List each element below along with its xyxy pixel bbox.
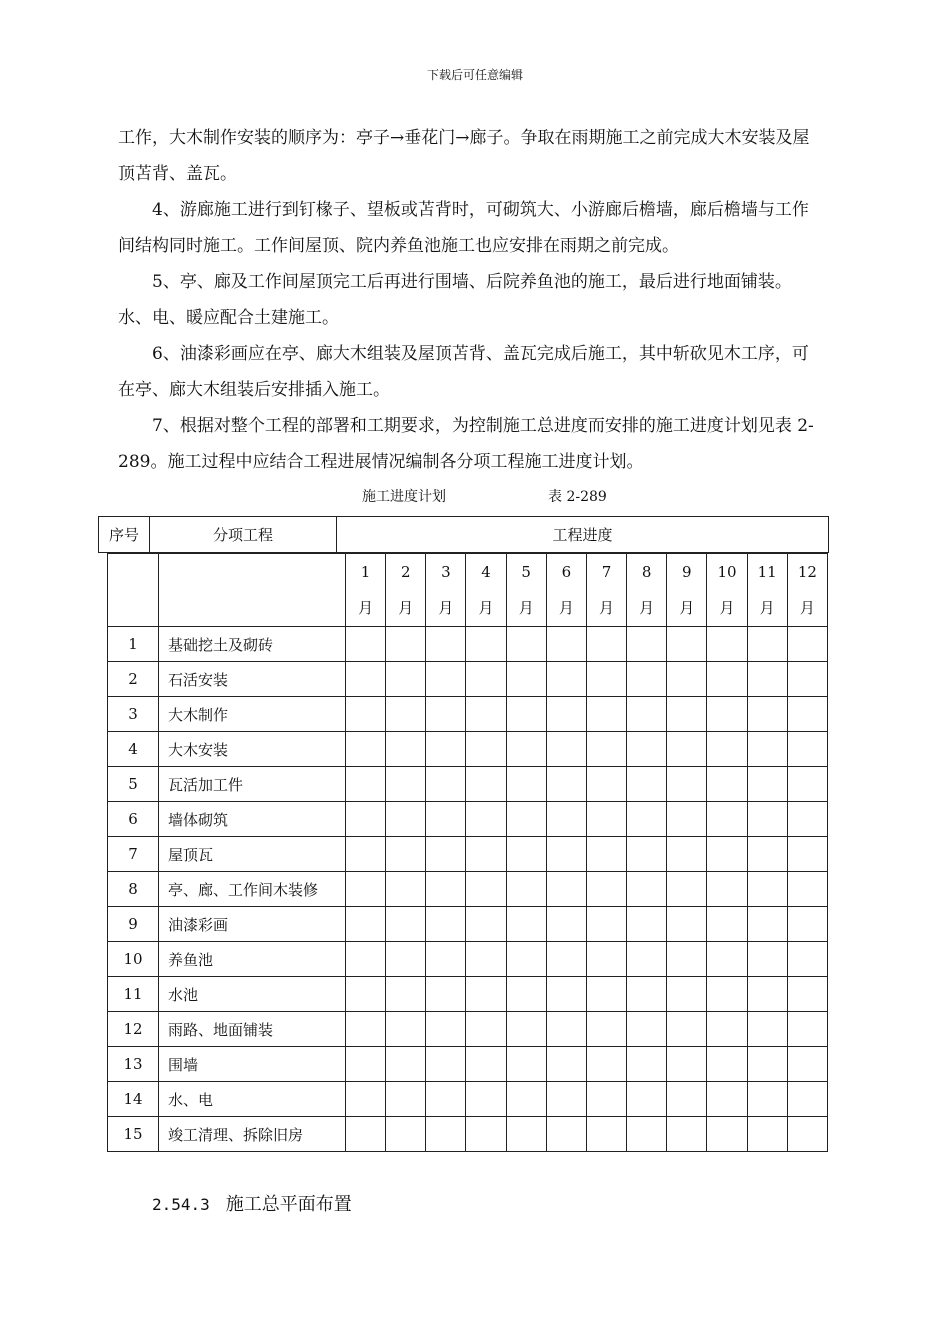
header-seq: 序号	[99, 517, 150, 553]
progress-cell	[506, 1082, 546, 1117]
progress-cell	[466, 767, 506, 802]
progress-cell	[466, 907, 506, 942]
progress-cell	[466, 1012, 506, 1047]
progress-cell	[506, 837, 546, 872]
month-unit: 月	[679, 599, 695, 617]
progress-cell	[586, 907, 626, 942]
progress-cell	[747, 1047, 787, 1082]
progress-cell	[466, 1117, 506, 1152]
progress-cell	[586, 627, 626, 662]
progress-cell	[586, 837, 626, 872]
progress-cell	[506, 662, 546, 697]
progress-cell	[787, 697, 827, 732]
progress-cell	[707, 802, 747, 837]
progress-cell	[546, 837, 586, 872]
month-unit: 月	[358, 599, 374, 617]
schedule-table	[107, 553, 828, 1152]
month-unit: 月	[799, 599, 815, 617]
progress-cell	[466, 837, 506, 872]
progress-cell	[546, 1047, 586, 1082]
progress-cell	[386, 942, 426, 977]
blank-seq-cell	[108, 554, 159, 627]
progress-cell	[627, 1047, 667, 1082]
progress-cell	[386, 907, 426, 942]
progress-cell	[426, 1082, 466, 1117]
progress-cell	[707, 977, 747, 1012]
progress-cell	[627, 942, 667, 977]
month-header	[386, 554, 426, 627]
progress-cell	[546, 1012, 586, 1047]
row-item: 水、电	[159, 1082, 346, 1117]
progress-cell	[667, 627, 707, 662]
row-number: 15	[108, 1117, 159, 1152]
month-header	[466, 554, 506, 627]
progress-cell	[627, 662, 667, 697]
table-row	[108, 907, 828, 942]
progress-cell	[546, 697, 586, 732]
progress-cell	[426, 1117, 466, 1152]
row-number: 14	[108, 1082, 159, 1117]
row-number: 5	[108, 767, 159, 802]
row-number: 2	[108, 662, 159, 697]
progress-cell	[787, 977, 827, 1012]
progress-cell	[586, 767, 626, 802]
progress-cell	[707, 1082, 747, 1117]
progress-cell	[667, 1082, 707, 1117]
progress-cell	[426, 627, 466, 662]
progress-cell	[586, 1117, 626, 1152]
month-header	[667, 554, 707, 627]
month-header	[627, 554, 667, 627]
month-unit: 月	[759, 599, 775, 617]
progress-cell	[386, 872, 426, 907]
progress-cell	[586, 1082, 626, 1117]
table-row	[108, 697, 828, 732]
month-header	[586, 554, 626, 627]
progress-cell	[667, 977, 707, 1012]
progress-cell	[546, 802, 586, 837]
progress-cell	[667, 697, 707, 732]
progress-cell	[627, 627, 667, 662]
progress-cell	[346, 1082, 386, 1117]
page-header-note: 下载后可任意编辑	[426, 68, 523, 82]
progress-cell	[627, 1082, 667, 1117]
progress-cell	[787, 627, 827, 662]
progress-cell	[466, 977, 506, 1012]
blank-item-cell	[159, 554, 346, 627]
progress-cell	[787, 1047, 827, 1082]
progress-cell	[747, 837, 787, 872]
row-item: 石活安装	[159, 662, 346, 697]
paragraph-2: 4、游廊施工进行到钉椽子、望板或苫背时，可砌筑大、小游廊后檐墙，廊后檐墙与工作间结构同时施工。工作间屋顶、院内养鱼池施工也应安排在雨期之前完成。	[118, 200, 809, 256]
row-item: 屋顶瓦	[159, 837, 346, 872]
progress-cell	[546, 1082, 586, 1117]
progress-cell	[747, 942, 787, 977]
progress-cell	[787, 767, 827, 802]
progress-cell	[586, 732, 626, 767]
month-unit: 月	[478, 599, 494, 617]
progress-cell	[546, 942, 586, 977]
month-number: 12	[797, 563, 817, 581]
progress-cell	[627, 1012, 667, 1047]
progress-cell	[426, 872, 466, 907]
row-item: 水池	[159, 977, 346, 1012]
progress-cell	[426, 732, 466, 767]
progress-cell	[707, 1012, 747, 1047]
table-row	[108, 1047, 828, 1082]
progress-cell	[426, 802, 466, 837]
progress-cell	[747, 977, 787, 1012]
progress-cell	[466, 802, 506, 837]
progress-cell	[787, 1012, 827, 1047]
table-row	[108, 732, 828, 767]
progress-cell	[787, 872, 827, 907]
month-number: 9	[682, 563, 692, 581]
progress-cell	[707, 1117, 747, 1152]
progress-cell	[586, 872, 626, 907]
progress-cell	[747, 1012, 787, 1047]
month-unit: 月	[518, 599, 534, 617]
progress-cell	[667, 1047, 707, 1082]
progress-cell	[466, 1047, 506, 1082]
progress-cell	[466, 732, 506, 767]
table-row	[108, 1082, 828, 1117]
progress-cell	[667, 732, 707, 767]
progress-cell	[586, 1047, 626, 1082]
progress-cell	[627, 837, 667, 872]
progress-cell	[346, 697, 386, 732]
progress-cell	[546, 977, 586, 1012]
row-item: 竣工清理、拆除旧房	[159, 1117, 346, 1152]
progress-cell	[747, 767, 787, 802]
row-number: 13	[108, 1047, 159, 1082]
progress-cell	[346, 977, 386, 1012]
paragraph-5: 7、根据对整个工程的部署和工期要求，为控制施工总进度而安排的施工进度计划见表 2-289。施工过程中应结合工程进展情况编制各分项工程施工进度计划。	[118, 416, 814, 472]
month-number: 7	[601, 563, 612, 581]
row-number: 11	[108, 977, 159, 1012]
progress-cell	[787, 1082, 827, 1117]
progress-cell	[787, 802, 827, 837]
progress-cell	[506, 907, 546, 942]
progress-cell	[346, 907, 386, 942]
paragraph-4: 6、油漆彩画应在亭、廊大木组装及屋顶苫背、盖瓦完成后施工，其中斩砍见木工序，可在亭、廊大木组装后安排插入施工。	[118, 344, 809, 400]
row-number: 8	[108, 872, 159, 907]
month-number: 10	[717, 563, 737, 581]
month-header	[747, 554, 787, 627]
row-number: 6	[108, 802, 159, 837]
row-item: 油漆彩画	[159, 907, 346, 942]
progress-cell	[627, 732, 667, 767]
progress-cell	[346, 802, 386, 837]
progress-cell	[386, 802, 426, 837]
month-unit: 月	[719, 599, 735, 617]
progress-cell	[667, 662, 707, 697]
progress-cell	[506, 1012, 546, 1047]
progress-cell	[506, 802, 546, 837]
progress-cell	[707, 837, 747, 872]
month-header	[546, 554, 586, 627]
row-item: 瓦活加工件	[159, 767, 346, 802]
month-row	[108, 554, 828, 627]
row-item: 大木制作	[159, 697, 346, 732]
progress-cell	[747, 907, 787, 942]
progress-cell	[546, 627, 586, 662]
progress-cell	[787, 1117, 827, 1152]
schedule-header-table	[98, 516, 829, 553]
progress-cell	[346, 732, 386, 767]
header-item: 分项工程	[150, 517, 337, 553]
month-header	[787, 554, 827, 627]
progress-cell	[386, 627, 426, 662]
progress-cell	[707, 1047, 747, 1082]
progress-cell	[747, 697, 787, 732]
progress-cell	[426, 977, 466, 1012]
progress-cell	[747, 872, 787, 907]
progress-cell	[667, 1117, 707, 1152]
progress-cell	[586, 1012, 626, 1047]
progress-cell	[707, 662, 747, 697]
progress-cell	[426, 1047, 466, 1082]
progress-cell	[707, 732, 747, 767]
month-number: 2	[400, 563, 411, 581]
month-unit: 月	[558, 599, 574, 617]
progress-cell	[667, 802, 707, 837]
month-header	[707, 554, 747, 627]
progress-cell	[426, 697, 466, 732]
progress-cell	[426, 767, 466, 802]
progress-cell	[627, 977, 667, 1012]
table-row	[108, 1012, 828, 1047]
progress-cell	[667, 942, 707, 977]
table-row	[108, 977, 828, 1012]
progress-cell	[627, 1117, 667, 1152]
progress-cell	[627, 767, 667, 802]
table-caption-title: 施工进度计划	[362, 489, 446, 505]
progress-cell	[346, 1047, 386, 1082]
row-item: 基础挖土及砌砖	[159, 627, 346, 662]
month-number: 5	[521, 563, 531, 581]
progress-cell	[426, 662, 466, 697]
progress-cell	[586, 802, 626, 837]
progress-cell	[386, 662, 426, 697]
row-number: 3	[108, 697, 159, 732]
progress-cell	[386, 1082, 426, 1117]
progress-cell	[747, 627, 787, 662]
progress-cell	[747, 1082, 787, 1117]
progress-cell	[586, 942, 626, 977]
month-number: 11	[757, 563, 777, 581]
progress-cell	[787, 732, 827, 767]
progress-cell	[707, 872, 747, 907]
progress-cell	[466, 1082, 506, 1117]
progress-cell	[586, 697, 626, 732]
progress-cell	[346, 627, 386, 662]
progress-cell	[667, 907, 707, 942]
section-number: 2.54.3	[152, 1195, 210, 1214]
progress-cell	[506, 942, 546, 977]
progress-cell	[506, 1117, 546, 1152]
table-row	[108, 837, 828, 872]
progress-cell	[667, 767, 707, 802]
month-number: 1	[360, 563, 371, 581]
month-unit: 月	[398, 599, 414, 617]
table-row	[108, 767, 828, 802]
progress-cell	[627, 802, 667, 837]
progress-cell	[346, 767, 386, 802]
progress-cell	[386, 1012, 426, 1047]
progress-cell	[707, 767, 747, 802]
progress-cell	[747, 662, 787, 697]
month-header	[426, 554, 466, 627]
month-unit: 月	[639, 599, 655, 617]
month-number: 3	[441, 563, 451, 581]
progress-cell	[386, 1117, 426, 1152]
table-row	[108, 942, 828, 977]
progress-cell	[787, 837, 827, 872]
progress-cell	[747, 1117, 787, 1152]
month-unit: 月	[438, 599, 454, 617]
progress-cell	[386, 837, 426, 872]
progress-cell	[787, 662, 827, 697]
progress-cell	[586, 662, 626, 697]
month-header	[346, 554, 386, 627]
header-progress: 工程进度	[337, 517, 829, 553]
table-caption-number: 表 2-289	[548, 489, 607, 505]
progress-cell	[466, 697, 506, 732]
progress-cell	[546, 732, 586, 767]
progress-cell	[667, 837, 707, 872]
progress-cell	[426, 837, 466, 872]
month-number: 6	[561, 563, 572, 581]
section-heading	[152, 1190, 352, 1216]
progress-cell	[707, 907, 747, 942]
paragraph-3: 5、亭、廊及工作间屋顶完工后再进行围墙、后院养鱼池的施工，最后进行地面铺装。水、电、暖应配合土建施工。	[118, 272, 792, 328]
progress-cell	[707, 697, 747, 732]
month-header	[506, 554, 546, 627]
table-row	[108, 802, 828, 837]
progress-cell	[506, 767, 546, 802]
progress-cell	[707, 942, 747, 977]
progress-cell	[386, 767, 426, 802]
progress-cell	[346, 1117, 386, 1152]
progress-cell	[506, 1047, 546, 1082]
progress-cell	[747, 802, 787, 837]
row-item: 亭、廊、工作间木装修	[159, 872, 346, 907]
section-title: 施工总平面布置	[225, 1194, 352, 1215]
progress-cell	[466, 942, 506, 977]
row-number: 10	[108, 942, 159, 977]
progress-cell	[506, 872, 546, 907]
progress-cell	[386, 732, 426, 767]
progress-cell	[787, 942, 827, 977]
progress-cell	[346, 662, 386, 697]
progress-cell	[546, 1117, 586, 1152]
progress-cell	[386, 977, 426, 1012]
row-item: 雨路、地面铺装	[159, 1012, 346, 1047]
row-number: 7	[108, 837, 159, 872]
progress-cell	[466, 662, 506, 697]
progress-cell	[747, 732, 787, 767]
progress-cell	[426, 1012, 466, 1047]
progress-cell	[667, 1012, 707, 1047]
row-item: 墙体砌筑	[159, 802, 346, 837]
progress-cell	[707, 627, 747, 662]
progress-cell	[506, 977, 546, 1012]
progress-cell	[546, 872, 586, 907]
row-number: 9	[108, 907, 159, 942]
progress-cell	[426, 907, 466, 942]
row-item: 围墙	[159, 1047, 346, 1082]
progress-cell	[546, 767, 586, 802]
table-row	[108, 1117, 828, 1152]
progress-cell	[386, 1047, 426, 1082]
progress-cell	[627, 697, 667, 732]
progress-cell	[386, 697, 426, 732]
progress-cell	[627, 907, 667, 942]
progress-cell	[346, 837, 386, 872]
progress-cell	[546, 662, 586, 697]
month-number: 8	[641, 563, 652, 581]
row-number: 4	[108, 732, 159, 767]
progress-cell	[627, 872, 667, 907]
progress-cell	[667, 872, 707, 907]
progress-cell	[506, 697, 546, 732]
row-item: 大木安装	[159, 732, 346, 767]
progress-cell	[546, 907, 586, 942]
progress-cell	[506, 627, 546, 662]
progress-cell	[346, 872, 386, 907]
table-row	[108, 627, 828, 662]
table-row	[108, 662, 828, 697]
month-number: 4	[481, 563, 491, 581]
row-item: 养鱼池	[159, 942, 346, 977]
progress-cell	[506, 732, 546, 767]
progress-cell	[787, 907, 827, 942]
paragraph-1: 工作，大木制作安装的顺序为：亭子→垂花门→廊子。争取在雨期施工之前完成大木安装及屋顶苫背、盖瓦。	[118, 128, 810, 184]
progress-cell	[586, 977, 626, 1012]
schedule-header-row	[99, 517, 829, 553]
table-row	[108, 872, 828, 907]
progress-cell	[426, 942, 466, 977]
row-number: 1	[108, 627, 159, 662]
progress-cell	[466, 872, 506, 907]
progress-cell	[346, 1012, 386, 1047]
progress-cell	[466, 627, 506, 662]
row-number: 12	[108, 1012, 159, 1047]
month-unit: 月	[599, 599, 615, 617]
progress-cell	[346, 942, 386, 977]
